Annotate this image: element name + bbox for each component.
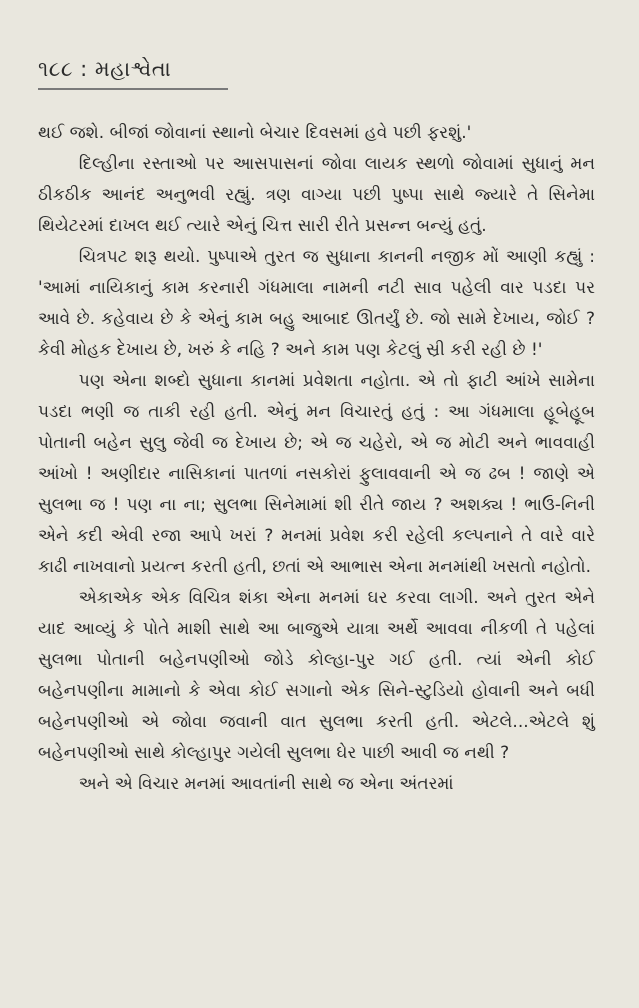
- running-head: [38, 54, 595, 84]
- page-number: ૧૮૮: [38, 57, 73, 81]
- header-underline: [38, 88, 228, 90]
- paragraph-continuation: થઈ જશે. બીજાં જોવાનાં સ્થાનો બેચાર દિવસમાં હવે પછી ફરશું.': [38, 123, 472, 143]
- paragraph: એકાએક એક વિચિત્ર શંકા એના મનમાં ઘર કરવા લાગી. અને તુરત એને યાદ આવ્યું કે પોતે માશી સાથે આ બાજુએ યાત્રા અર્થે આવવા નીકળી તે પહેલાં સુલભા પોતાની બહેનપણીઓ જોડે કોલ્હા-પુર ગઈ હતી. ત્યાં એની કોઈ બહેનપણીના મામાનો કે એવા કોઈ સગાનો એક સિને-સ્ટુડિયો હોવાની અને બધી બહેનપણીઓ એ જોવા જવાની વાત સુલભા કરતી હતી. એટલે...એટલે શું બહેનપણીઓ સાથે કોલ્હાપુર ગયેલી સુલભા ઘેર પાછી આવી જ નથી ?: [38, 588, 595, 763]
- paragraph: દિલ્હીના રસ્તાઓ પર આસપાસનાં જોવા લાયક સ્થળો જોવામાં સુધાનું મન ઠીકઠીક આનંદ અનુભવી રહ્યું. ત્રણ વાગ્યા પછી પુષ્પા સાથે જ્યારે તે સિનેમા થિયેટરમાં દાખલ થઈ ત્યારે એનું ચિત્ત સારી રીતે પ્રસન્ન બન્યું હતું.: [38, 154, 595, 236]
- header-separator: :: [80, 57, 88, 81]
- paragraph: પણ એના શબ્દો સુધાના કાનમાં પ્રવેશતા નહોતા. એ તો ફાટી આંખે સામેના પડદા ભણી જ તાકી રહી હતી. એનું મન વિચારતું હતું : આ ગંધમાલા હૂબેહૂબ પોતાની બહેન સુલુ જેવી જ દેખાય છે; એ જ ચહેરો, એ જ મોટી અને ભાવવાહી આંખો ! અણીદાર નાસિકાનાં પાતળાં નસકોરાં ફુલાવવાની એ જ ઢબ ! જાણે એ સુલભા જ ! પણ ના ના; સુલભા સિનેમામાં શી રીતે જાય ? અશક્ય ! ભાઉ-નિની એને કદી એવી રજા આપે ખરાં ? મનમાં પ્રવેશ કરી રહેલી કલ્પનાને તે વારે વારે કાઢી નાખવાનો પ્રયત્ન કરતી હતી, છતાં એ આભાસ એના મનમાંથી ખસતો નહોતો.: [38, 371, 595, 577]
- running-title: મહાશ્વેતા: [94, 57, 172, 81]
- paragraph: અને એ વિચાર મનમાં આવતાંની સાથે જ એના અંતરમાં: [78, 774, 454, 794]
- body-text: [38, 118, 595, 800]
- paragraph: ચિત્રપટ શરૂ થયો. પુષ્પાએ તુરત જ સુધાના કાનની નજીક મોં આણી કહ્યું : 'આમાં નાયિકાનું કામ કરનારી ગંધમાલા નામની નટી સાવ પહેલી વાર પડદા પર આવે છે. કહેવાય છે કે એનું કામ બહુ આબાદ ઊતર્યું છે. જો સામે દેખાય, જોઈ ? કેવી મોહક દેખાય છે, ખરું કે નહિ ? અને કામ પણ કેટલું સ્રી કરી રહી છે !': [38, 247, 595, 360]
